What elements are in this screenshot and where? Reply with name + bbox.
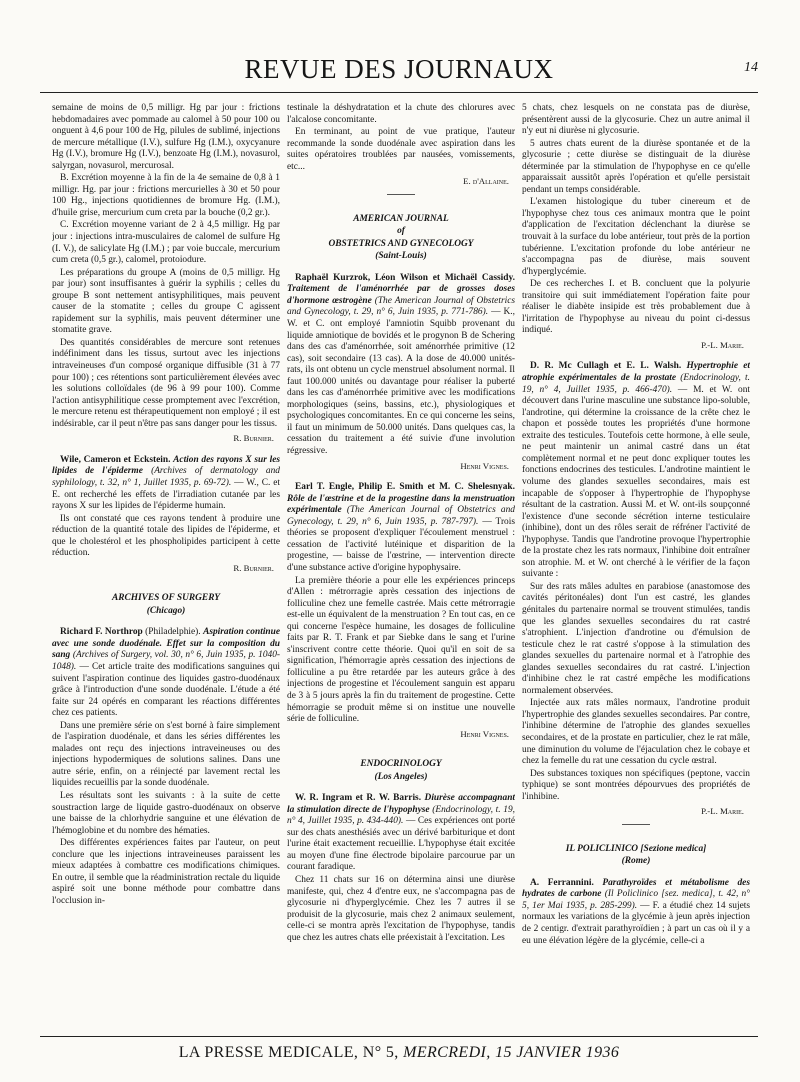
paragraph: 5 chats, chez lesquels on ne constata pas de diurèse, présentèrent aussi de la glycosurie. Chez un autre animal il n'y eut ni diurèse ni glycosurie.: [522, 103, 750, 137]
divider: [387, 194, 415, 195]
article-authors: W. R. Ingram et R. W. Barris.: [295, 793, 422, 804]
article-reference: (Endocrinology, t. 19, n° 4, Juillet 1935, p. 434-440).: [287, 804, 515, 827]
article-authors: A. Ferrannini.: [530, 877, 594, 888]
footer-journal: LA PRESSE MEDICALE,: [178, 1044, 359, 1061]
article-ferrannini: [522, 878, 750, 947]
paragraph: Les préparations du groupe A (moins de 0,5 milligr. Hg par jour) sont insuffisantes à guérir la syphilis ; celles du groupe B sont nettement antisyphilitiques, mais peuvent causer de la stomatite ; celles du groupe C agissent rapidement sur la syphilis, mais peuvent déterminer une stomatite grave.: [52, 267, 280, 336]
column-3: [522, 103, 750, 1033]
article-reference: (Endocrinology, t. 19, n° 4, Juillet 1935, p. 466-470).: [522, 373, 750, 395]
author-signature: Henri Vignes.: [460, 728, 509, 739]
article-title: Parathyroïdes et métabolisme des hydrates de carbone: [522, 877, 750, 900]
article-kurzrok: [287, 273, 515, 458]
article-title: Diurèse accompagnant la stimulation directe de l'hypophyse: [287, 793, 515, 815]
author-signature: E. d'Allaine.: [463, 176, 509, 187]
section-title: IL POLICLINICO [Sezione medica]: [565, 843, 707, 854]
author-signature: P.-L. Marie.: [701, 806, 744, 817]
article-body: — Trois théories se proposent d'expliquer l'écoulement menstruel : cessation de l'activité lutéinique et disparition de la progestine, — baisse de l'œstrine, — intervention directe d'une substance active d'origine hypophysaire.: [287, 516, 515, 573]
article-authors: Earl T. Engle, Philip E. Smith et M. C. Shelesnyak.: [295, 482, 515, 493]
footer-date: MERCREDI, 15 JANVIER 1936: [403, 1044, 620, 1061]
article-title: Aspiration continue avec une sonde duodénale. Effet sur la composition du sang: [52, 627, 280, 661]
section-city: (Saint-Louis): [375, 251, 427, 262]
article-body: — W., C. et E. ont recherché les effets de l'irradiation cutanée par les rayons X sur les lipides de l'épiderme humain.: [52, 477, 280, 512]
section-city: (Rome): [621, 856, 651, 867]
section-city: (Los Angeles): [374, 771, 428, 782]
paragraph: Les résultats sont les suivants : à la suite de cette soustraction large de liquide gastro-duodénaux on observe une baisse de la chlorhydrie sanguine et une élévation de l'hémoglobine et du nombre des hématies.: [52, 790, 280, 836]
column-1: [52, 103, 280, 1033]
paragraph: La première théorie a pour elle les expériences princeps d'Allen : métrorragie après cessation des injections de folliculine chez une femelle castrée. Mais cette métrorragie est-elle un équivalent de la menstruation ? En tout cas, en ce qui concerne l'espèce humaine, les dosages de folliculine faits par R. T. Frank et par Siebke dans le sang et l'urine s'inscrivent contre cette théorie. Quoi qu'il en soit de sa signification, l'hémorragie après cessation des injections de folliculine a pu être retardée par les auteurs grâce à des injections de progestine et l'écoulement sanguin est apparu de 3 à 5 jours après la fin du traitement de progestine. Cette hémorragie se produit même si on institue une nouvelle série de folliculine.: [287, 575, 515, 725]
column-2: [287, 103, 515, 1033]
article-reference: (Archives of Surgery, vol. 30, n° 6, Juin 1935, p. 1040-1048).: [52, 650, 280, 672]
article-authors: Richard F. Northrop: [60, 627, 143, 638]
section-title-line: OBSTETRICS AND GYNECOLOGY: [328, 238, 474, 249]
article-engle-smith: [287, 482, 515, 725]
paragraph: B. Excrétion moyenne à la fin de la 4e semaine de 0,8 à 1 milligr. Hg. par jour : frictions mercurielles à 30 et 50 pour 100 Hg., injections quotidiennes de bromure Hg. (I.M.), d'huile grise, mercurium cum creta par la bouche (0,2 gr.).: [52, 173, 280, 218]
article-mccullagh-walsh: [522, 361, 750, 803]
article-title: Hypertrophie et atrophie expérimentales de la prostate: [522, 361, 750, 384]
paragraph: 5 autres chats eurent de la diurèse spontanée et de la glycosurie ; cette diurèse se distinguait de la diurèse déterminée par la stimulation de l'hypophyse en ce qu'elle apparaissait aussitôt après l'opération et qu'elle persistait pendant un temps considérable.: [522, 138, 750, 195]
article-body: — M. et W. ont découvert dans l'urine masculine une substance lipo-soluble, l'androtine, qui détermine la croissance de la crête chez le chapon et possède toutes les propriétés d'une hormone extraite des testicules. Toutefois cette hormone, à elle seule, ne peut maintenir un animal castré dans un état complètement normal et ne peut donc expliquer toutes les fonctions endocrines des testicules. L'androtine maintient le volume des glandes sexuelles secondaires, mais est incapable de s'opposer à l'hypertrophie de l'hypophyse résultant de la castration. Aussi M. et W. ont-ils soupçonné l'existence d'une seconde sécrétion interne testiculaire (inhibine), dont un des rôles serait de réfréner l'activité de l'hypophyse. Tandis que l'androtine provoque l'hypertrophie de la prostate chez les rats normaux, l'inhibine doit entraîner son atrophie. M. et W. ont cherché à le vérifier de la façon suivante :: [522, 384, 750, 580]
section-title-line: AMERICAN JOURNAL: [353, 213, 449, 224]
journal-section-heading: [287, 213, 515, 263]
article-body: — K., W. et C. ont employé l'amniotin Squibb provenant du liquide amniotique de bovidés et le progynon B de Schering dans des cas d'aménorrhée, soit aménorrhée primitive (12 cas), soit secondaire (13 cas). A la dose de 40.000 unités-rats, ils ont obtenu un cycle menstruel absolument normal. Il faut 100.000 unités ou davantage pour réaliser la puberté dans les cas d'aménorrhée primitive avec les modifications morphologiques (seins, bassins, etc.), physiologiques et psychologiques concomitantes. En ce qui concerne les seins, il faut un minimum de 50.000 unités. Dans quelques cas, la cessation du traitement a été suivie d'une involution régressive.: [287, 307, 515, 457]
article-ingram-barris: [287, 793, 515, 944]
paragraph: En terminant, au point de vue pratique, l'auteur recommande la sonde duodénale avec aspiration dans les suites opératoires troublées par nausées, vomissements, etc...: [287, 127, 515, 172]
paragraph: L'examen histologique du tuber cinereum et de l'hypophyse chez tous ces animaux montra que le point d'application de l'excitation déclenchant la diurèse se trouvait à la surface du lobe antérieur, tout près de la portion tubérienne. L'excitation profonde du lobe antérieur ne s'accompagna pas de diurèse, mais souvent d'hyperglycémie.: [522, 197, 750, 277]
paragraph: Chez 11 chats sur 16 on détermina ainsi une diurèse manifeste, qui, chez 4 d'entre eux, ne s'accompagna pas de glycosurie ni d'hyperglycémie. Chez les 7 autres il se produisit de la glycosurie, mais chez 2 animaux seulement, celle-ci se montra après l'excitation de l'hypophyse, tandis que chez les autres chats elle préexistait à l'excitation. Les: [287, 874, 515, 943]
article-body: — Ces expériences ont porté sur des chats anesthésiés avec un dérivé barbiturique et dont l'urine était exactement recueillie. L'hypophyse était excitée au moyen d'une fine électrode bipolaire parcourue par un courant faradique.: [287, 816, 515, 873]
paragraph: De ces recherches I. et B. concluent que la polyurie transitoire qui suit immédiatement l'opération faite pour réaliser le diabète insipide est très probablement due à l'irritation de l'hypophyse au niveau du point ci-dessus indiqué.: [522, 279, 750, 336]
section-title: ARCHIVES OF SURGERY: [111, 593, 221, 604]
article-wile-cameron-eckstein: [52, 455, 280, 560]
paragraph: semaine de moins de 0,5 milligr. Hg par jour : frictions hebdomadaires avec pommade au calomel à 50 pour 100 ou onguent à 4,6 pour 100 de Hg, pilules de sublimé, injections de mercure métallique (I.V.), sulfure Hg (I.M.), oxycyanure Hg (I.V.), bromure Hg (I.V.), benzoate Hg (I.M.), novasurol, salyrgan, novasurol, mercurosal.: [52, 103, 280, 171]
author-signature: Henri Vignes.: [460, 460, 509, 471]
article-reference: (The American Journal of Obstetrics and Gynecology, t. 29, n° 6, Juin 1935, p. 771-786).: [287, 295, 515, 318]
page-footer: [40, 1036, 758, 1062]
paragraph: Sur des rats mâles adultes en parabiose (anastomose des cavités péritonéales) dont l'un est castré, les glandes génitales du partenaire normal se trouvent stimulées, tandis que les glandes sexuelles secondaires du rat castré s'atrophient. L'injection d'androtine ou d'émulsion de testicule chez le rat castré s'oppose à la stimulation des glandes sexuelles du partenaire normal et à l'atrophie des glandes sexuelles secondaires du rat castré. L'injection d'inhibine chez le rat castré empêche les modifications normalement observées.: [522, 581, 750, 696]
section-title: ENDOCRINOLOGY: [360, 759, 442, 770]
paragraph: Injectée aux rats mâles normaux, l'androtine produit l'hypertrophie des glandes sexuelles secondaires. Par contre, l'inhibine détermine de l'atrophie des glandes sexuelles secondaires, et de la prostate en particulier, chez le rat mâle, une diminution du volume de l'éjaculation chez le cobaye et chez la femelle du rat une cessation du cycle œstral.: [522, 698, 750, 767]
article-reference: (Il Policlinico [sez. medica], t. 42, n° 5, 1er Mai 1935, p. 285-299).: [522, 889, 750, 911]
section-title-line: of: [397, 226, 405, 237]
article-reference: (The American Journal of Obstetrics and Gynecology, t. 29, n° 6, Juin 1935, p. 787-797).: [287, 505, 515, 527]
author-signature: R. Burnier.: [233, 433, 274, 444]
article-body: — F. a étudié chez 14 sujets normaux les variations de la glycémie à jeun après injection de 2 centigr. d'extrait parathyroïdien ; à part un cas où il y a eu une élévation légère de la glycémie, celle-ci a: [522, 900, 750, 946]
author-signature: P.-L. Marie.: [701, 339, 744, 350]
footer-issue: N° 5,: [362, 1044, 399, 1061]
paragraph: Dans une première série on s'est borné à faire simplement de l'aspiration duodénale, et dans les séries différentes les malades ont reçu des injections intraveineuses ou des injections hypodermiques de solutions salines. Dans une autre série, enfin, on a réinjecté par lavement rectal les liquides recueillis par la sonde duodénale.: [52, 720, 280, 789]
paragraph: Des substances toxiques non spécifiques (peptone, vaccin typhique) se sont montrées dépourvues des propriétés de l'inhibine.: [522, 768, 750, 802]
divider: [622, 824, 650, 825]
page-number: 14: [744, 60, 758, 75]
paragraph: testinale la déshydratation et la chute des chlorures avec l'alcalose concomitante.: [287, 103, 515, 125]
article-place: (Philadelphie).: [145, 627, 201, 638]
section-city: (Chicago): [146, 605, 186, 616]
journal-title: REVUE DES JOURNAUX: [244, 54, 554, 84]
article-body: — Cet article traite des modifications sanguines qui suivent l'aspiration continue des liquides gastro-duodénaux grâce à l'introduction d'une sonde duodénale. L'étude a été faite sur 24 opérés en comparant les réactions différentes chez ces patients.: [52, 661, 280, 719]
article-title: Traitement de l'aménorrhée par de grosses doses d'hormone œstrogène: [287, 284, 515, 306]
author-signature: R. Burnier.: [233, 562, 274, 573]
article-authors: D. R. Mc Cullagh et E. L. Walsh.: [530, 361, 682, 372]
journal-section-heading: [52, 592, 280, 617]
article-authors: Wile, Cameron et Eckstein.: [60, 454, 171, 465]
article-authors: Raphaël Kurzrok, Léon Wilson et Michaël Cassidy.: [295, 272, 515, 283]
article-title: Rôle de l'œstrine et de la progestine dans la menstruation expérimentale: [287, 493, 515, 516]
article-northrop: [52, 627, 280, 907]
article-reference: (Archives of dermatology and syphilology, t. 32, n° 1, Juillet 1935, p. 69-72).: [52, 466, 280, 488]
paragraph: Ils ont constaté que ces rayons tendent à produire une réduction de la quantité totale des lipides de l'épiderme, et que le cholestérol et les phospholipides participent à cette réduction.: [52, 513, 280, 559]
journal-section-heading: [287, 758, 515, 783]
paragraph: C. Excrétion moyenne variant de 2 à 4,5 milligr. Hg par jour : injections intra-musculaires de calomel de sulfure Hg (I. V.), de salicylate Hg (I.M.) ; par voie buccale, mercurium cum creta (0,5 gr.), calomel, protoiodure.: [52, 220, 280, 266]
page-header: [40, 52, 758, 93]
journal-section-heading: [522, 843, 750, 868]
paragraph: Des quantités considérables de mercure sont retenues indéfiniment dans les tissus, surtout avec les injections intraveineuses d'un composé organique diffusible (31 à 77 pour 100) ; ces rétentions sont particulièrement élevées avec les solutions colloïdales (de 96 à 99 pour 100). Comme l'action antisyphilitique cesse promptement avec l'excrétion, le mercure retenu est thérapeutiquement non employé ; il est indésirable, car il peut n'être pas sans danger pour les tissus.: [52, 337, 280, 429]
article-title: Action des rayons X sur les lipides de l'épiderme: [52, 454, 280, 477]
paragraph: Des différentes expériences faites par l'auteur, on peut conclure que les injections intraveineuses paraissent les mieux adaptées à combattre ces modifications chimiques. En outre, il semble que la réadministration rectale du liquide aspiré soit une bonne méthode pour combattre dans l'occlusion in-: [52, 838, 280, 906]
